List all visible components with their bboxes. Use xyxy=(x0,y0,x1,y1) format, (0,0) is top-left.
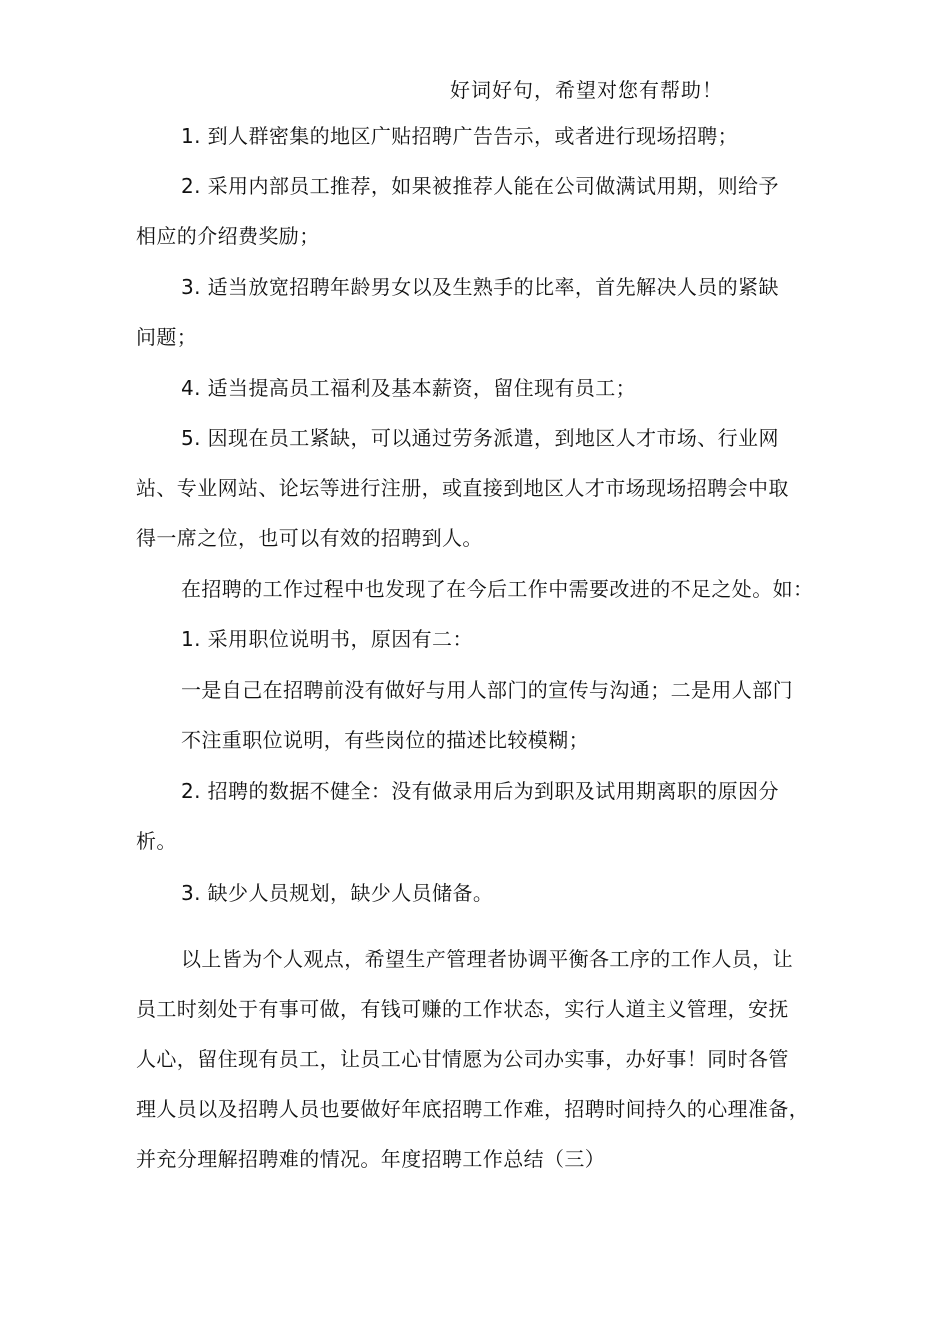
paragraph-line: 理人员以及招聘人员也要做好年底招聘工作难，招聘时间持久的心理准备， xyxy=(136,1097,810,1121)
paragraph-line: 1. 到人群密集的地区广贴招聘广告告示，或者进行现场招聘； xyxy=(181,124,739,148)
paragraph-line: 得一席之位，也可以有效的招聘到人。 xyxy=(136,526,483,550)
paragraph-line: 人心，留住现有员工，让员工心甘情愿为公司办实事，办好事！同时各管 xyxy=(136,1047,789,1071)
paragraph-line: 问题； xyxy=(136,325,198,349)
paragraph-line: 员工时刻处于有事可做，有钱可赚的工作状态，实行人道主义管理，安抚 xyxy=(136,997,789,1021)
paragraph-line: 5. 因现在员工紧缺，可以通过劳务派遣，到地区人才市场、行业网 xyxy=(181,426,779,450)
paragraph-line: 相应的介绍费奖励； xyxy=(136,224,320,248)
paragraph-line: 站、专业网站、论坛等进行注册，或直接到地区人才市场现场招聘会中取 xyxy=(136,476,789,500)
paragraph-line: 2. 招聘的数据不健全：没有做录用后为到职及试用期离职的原因分 xyxy=(181,779,779,803)
paragraph-line: 一是自己在招聘前没有做好与用人部门的宣传与沟通；二是用人部门 xyxy=(181,678,793,702)
paragraph-line: 3. 适当放宽招聘年龄男女以及生熟手的比率，首先解决人员的紧缺 xyxy=(181,275,779,299)
paragraph-line: 并充分理解招聘难的情况。年度招聘工作总结（三） xyxy=(136,1147,606,1171)
paragraph-line: 1. 采用职位说明书，原因有二： xyxy=(181,627,473,651)
paragraph-line: 不注重职位说明，有些岗位的描述比较模糊； xyxy=(181,728,589,752)
paragraph-line: 在招聘的工作过程中也发现了在今后工作中需要改进的不足之处。如： xyxy=(181,577,814,601)
paragraph-line: 以上皆为个人观点，希望生产管理者协调平衡各工序的工作人员，让 xyxy=(181,947,793,971)
paragraph-line: 4. 适当提高员工福利及基本薪资，留住现有员工； xyxy=(181,376,637,400)
paragraph-line: 2. 采用内部员工推荐，如果被推荐人能在公司做满试用期，则给予 xyxy=(181,174,779,198)
paragraph-line: 析。 xyxy=(136,829,177,853)
paragraph-line: 3. 缺少人员规划，缺少人员储备。 xyxy=(181,881,494,905)
page-header: 好词好句，希望对您有帮助！ xyxy=(450,78,723,102)
